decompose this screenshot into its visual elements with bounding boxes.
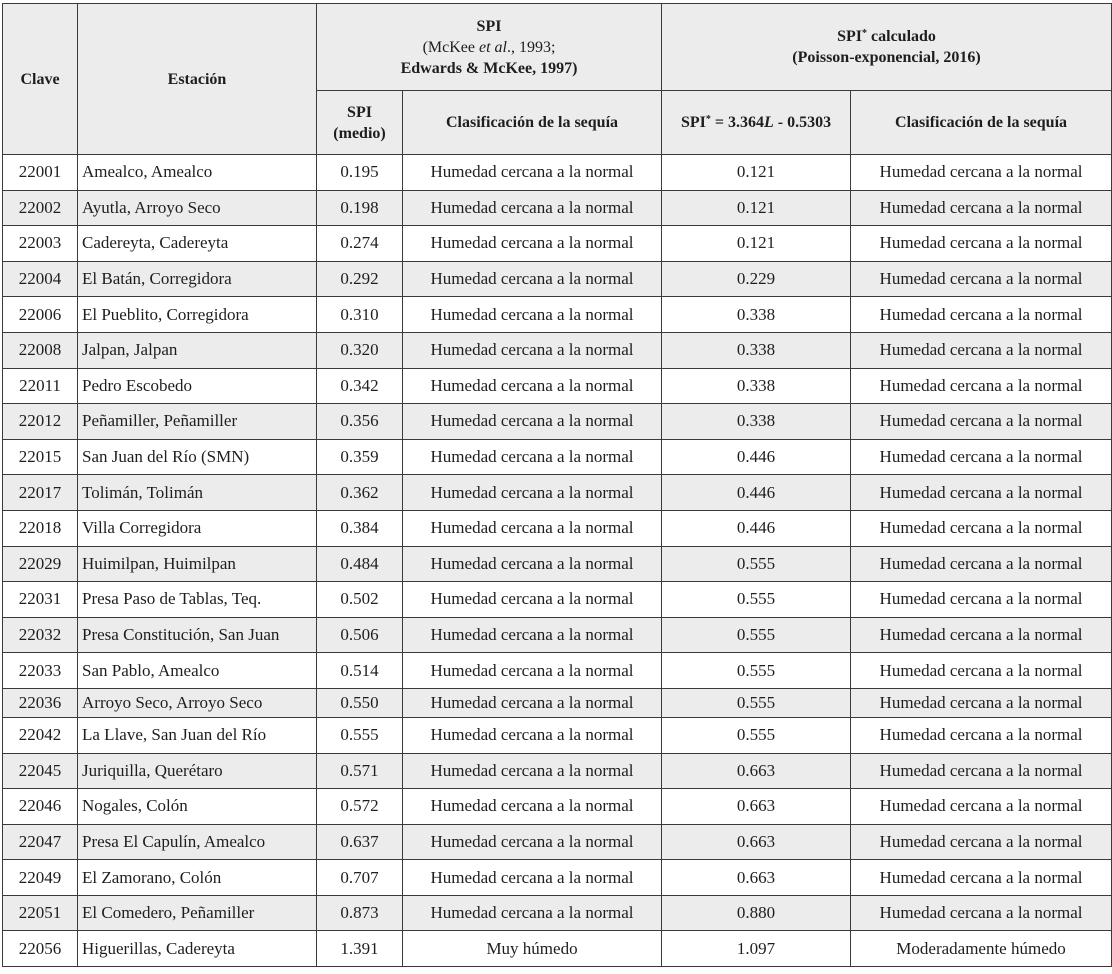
header-spi-star-group (662, 4, 1112, 91)
header-spi-star-ref: (Poisson-exponencial, 2016) (792, 49, 981, 66)
cell-spi-star: 0.555 (662, 546, 851, 582)
cell-clave: 22047 (3, 824, 78, 860)
table-row (3, 789, 1112, 825)
cell-clasificacion-2: Moderadamente húmedo (851, 931, 1112, 967)
cell-spi-star: 0.446 (662, 475, 851, 511)
cell-clasificacion-2: Humedad cercana a la normal (851, 789, 1112, 825)
table-row (3, 582, 1112, 618)
cell-clave: 22051 (3, 895, 78, 931)
cell-clasificacion-1: Humedad cercana a la normal (403, 860, 662, 896)
cell-spi-star: 0.555 (662, 717, 851, 753)
cell-spi: 0.873 (317, 895, 403, 931)
cell-clasificacion-2: Humedad cercana a la normal (851, 332, 1112, 368)
cell-estacion: San Juan del Río (SMN) (78, 439, 317, 475)
cell-clave: 22018 (3, 510, 78, 546)
cell-spi: 0.292 (317, 261, 403, 297)
table-row (3, 653, 1112, 689)
cell-spi-star: 0.121 (662, 155, 851, 191)
cell-estacion: Higuerillas, Cadereyta (78, 931, 317, 967)
cell-clasificacion-2: Humedad cercana a la normal (851, 860, 1112, 896)
cell-spi: 0.198 (317, 190, 403, 226)
table-row (3, 475, 1112, 511)
cell-spi: 0.356 (317, 404, 403, 440)
cell-clasificacion-2: Humedad cercana a la normal (851, 261, 1112, 297)
cell-spi: 0.571 (317, 753, 403, 789)
cell-clasificacion-2: Humedad cercana a la normal (851, 439, 1112, 475)
cell-spi: 0.362 (317, 475, 403, 511)
cell-spi-star: 0.880 (662, 895, 851, 931)
cell-clasificacion-1: Humedad cercana a la normal (403, 190, 662, 226)
cell-spi: 0.310 (317, 297, 403, 333)
cell-clasificacion-1: Humedad cercana a la normal (403, 546, 662, 582)
cell-clasificacion-1: Humedad cercana a la normal (403, 226, 662, 262)
cell-spi-star: 0.663 (662, 824, 851, 860)
cell-spi-star: 0.338 (662, 297, 851, 333)
cell-clasificacion-2: Humedad cercana a la normal (851, 190, 1112, 226)
table-row (3, 261, 1112, 297)
cell-estacion: Ayutla, Arroyo Seco (78, 190, 317, 226)
cell-clasificacion-1: Humedad cercana a la normal (403, 824, 662, 860)
cell-spi-star: 0.555 (662, 582, 851, 618)
cell-spi: 0.359 (317, 439, 403, 475)
cell-spi-star: 0.663 (662, 860, 851, 896)
cell-clasificacion-1: Humedad cercana a la normal (403, 368, 662, 404)
cell-estacion: San Pablo, Amealco (78, 653, 317, 689)
cell-estacion: Jalpan, Jalpan (78, 332, 317, 368)
cell-clasificacion-2: Humedad cercana a la normal (851, 404, 1112, 440)
cell-clave: 22011 (3, 368, 78, 404)
table-row (3, 688, 1112, 717)
cell-estacion: Tolimán, Tolimán (78, 475, 317, 511)
cell-spi-star: 0.555 (662, 653, 851, 689)
cell-clave: 22042 (3, 717, 78, 753)
cell-estacion: El Pueblito, Corregidora (78, 297, 317, 333)
table-row (3, 753, 1112, 789)
header-formula: SPI* = 3.364L - 0.5303 (662, 91, 851, 155)
cell-estacion: Amealco, Amealco (78, 155, 317, 191)
cell-spi-star: 0.338 (662, 368, 851, 404)
cell-clasificacion-1: Humedad cercana a la normal (403, 332, 662, 368)
header-estacion: Estación (78, 4, 317, 155)
cell-clasificacion-2: Humedad cercana a la normal (851, 717, 1112, 753)
cell-clasificacion-2: Humedad cercana a la normal (851, 617, 1112, 653)
cell-clasificacion-2: Humedad cercana a la normal (851, 368, 1112, 404)
cell-clasificacion-1: Humedad cercana a la normal (403, 439, 662, 475)
cell-spi: 0.342 (317, 368, 403, 404)
cell-spi-star: 1.097 (662, 931, 851, 967)
cell-spi-star: 0.338 (662, 332, 851, 368)
table-row (3, 546, 1112, 582)
table-row (3, 297, 1112, 333)
table-row (3, 226, 1112, 262)
cell-spi: 0.502 (317, 582, 403, 618)
table-row (3, 824, 1112, 860)
cell-clasificacion-2: Humedad cercana a la normal (851, 297, 1112, 333)
cell-spi: 1.391 (317, 931, 403, 967)
cell-estacion: Pedro Escobedo (78, 368, 317, 404)
cell-clasificacion-1: Humedad cercana a la normal (403, 155, 662, 191)
cell-clasificacion-2: Humedad cercana a la normal (851, 475, 1112, 511)
cell-clasificacion-1: Humedad cercana a la normal (403, 510, 662, 546)
cell-clasificacion-1: Humedad cercana a la normal (403, 582, 662, 618)
header-spi-group (317, 4, 662, 91)
cell-estacion: Peñamiller, Peñamiller (78, 404, 317, 440)
cell-clasificacion-2: Humedad cercana a la normal (851, 510, 1112, 546)
table-row (3, 860, 1112, 896)
cell-spi-star: 0.555 (662, 688, 851, 717)
cell-clasificacion-1: Humedad cercana a la normal (403, 753, 662, 789)
cell-clave: 22015 (3, 439, 78, 475)
cell-clave: 22004 (3, 261, 78, 297)
cell-spi-star: 0.446 (662, 510, 851, 546)
cell-spi: 0.320 (317, 332, 403, 368)
cell-estacion: La Llave, San Juan del Río (78, 717, 317, 753)
table-row (3, 931, 1112, 967)
cell-estacion: El Comedero, Peñamiller (78, 895, 317, 931)
cell-clasificacion-1: Humedad cercana a la normal (403, 617, 662, 653)
cell-clasificacion-2: Humedad cercana a la normal (851, 582, 1112, 618)
cell-spi-star: 0.338 (662, 404, 851, 440)
cell-spi-star: 0.121 (662, 190, 851, 226)
cell-spi: 0.384 (317, 510, 403, 546)
cell-estacion: Villa Corregidora (78, 510, 317, 546)
table-row (3, 895, 1112, 931)
cell-spi: 0.195 (317, 155, 403, 191)
cell-clave: 22006 (3, 297, 78, 333)
cell-estacion: Cadereyta, Cadereyta (78, 226, 317, 262)
table-row (3, 404, 1112, 440)
cell-clasificacion-2: Humedad cercana a la normal (851, 226, 1112, 262)
cell-clave: 22029 (3, 546, 78, 582)
cell-estacion: Juriquilla, Querétaro (78, 753, 317, 789)
cell-clave: 22045 (3, 753, 78, 789)
cell-clave: 22031 (3, 582, 78, 618)
header-clave: Clave (3, 4, 78, 155)
table-row (3, 510, 1112, 546)
cell-clasificacion-2: Humedad cercana a la normal (851, 688, 1112, 717)
header-spi-title: SPI (476, 17, 502, 35)
header-spi-medio: SPI (medio) (317, 91, 403, 155)
header-clasificacion-1: Clasificación de la sequía (403, 91, 662, 155)
cell-estacion: El Zamorano, Colón (78, 860, 317, 896)
cell-estacion: Arroyo Seco, Arroyo Seco (78, 688, 317, 717)
cell-spi: 0.555 (317, 717, 403, 753)
cell-spi: 0.550 (317, 688, 403, 717)
cell-clasificacion-1: Humedad cercana a la normal (403, 404, 662, 440)
cell-clave: 22056 (3, 931, 78, 967)
cell-clave: 22036 (3, 688, 78, 717)
spi-table (2, 3, 1112, 967)
cell-spi: 0.506 (317, 617, 403, 653)
table-row (3, 190, 1112, 226)
cell-clasificacion-1: Muy húmedo (403, 931, 662, 967)
cell-clave: 22012 (3, 404, 78, 440)
cell-estacion: Presa Paso de Tablas, Teq. (78, 582, 317, 618)
cell-spi-star: 0.555 (662, 617, 851, 653)
cell-spi: 0.484 (317, 546, 403, 582)
table-row (3, 155, 1112, 191)
cell-clasificacion-1: Humedad cercana a la normal (403, 261, 662, 297)
header-spi-ref-line1: (McKee et al., 1993; (422, 38, 556, 56)
table-row (3, 617, 1112, 653)
cell-spi-star: 0.121 (662, 226, 851, 262)
cell-clave: 22003 (3, 226, 78, 262)
cell-clave: 22002 (3, 190, 78, 226)
cell-clasificacion-1: Humedad cercana a la normal (403, 297, 662, 333)
cell-estacion: Presa El Capulín, Amealco (78, 824, 317, 860)
cell-clasificacion-2: Humedad cercana a la normal (851, 546, 1112, 582)
table-body (3, 155, 1112, 967)
cell-spi-star: 0.446 (662, 439, 851, 475)
cell-spi: 0.637 (317, 824, 403, 860)
cell-estacion: Presa Constitución, San Juan (78, 617, 317, 653)
cell-clasificacion-2: Humedad cercana a la normal (851, 895, 1112, 931)
cell-clasificacion-1: Humedad cercana a la normal (403, 653, 662, 689)
cell-clave: 22017 (3, 475, 78, 511)
cell-estacion: El Batán, Corregidora (78, 261, 317, 297)
cell-clave: 22032 (3, 617, 78, 653)
cell-clave: 22008 (3, 332, 78, 368)
table-row (3, 439, 1112, 475)
cell-spi: 0.514 (317, 653, 403, 689)
header-spi-ref-line2: Edwards & McKee, 1997) (400, 59, 578, 77)
cell-clave: 22046 (3, 789, 78, 825)
table-row (3, 717, 1112, 753)
cell-clasificacion-1: Humedad cercana a la normal (403, 789, 662, 825)
cell-clasificacion-1: Humedad cercana a la normal (403, 475, 662, 511)
table-row (3, 368, 1112, 404)
cell-spi: 0.572 (317, 789, 403, 825)
cell-clasificacion-2: Humedad cercana a la normal (851, 155, 1112, 191)
cell-clasificacion-1: Humedad cercana a la normal (403, 688, 662, 717)
cell-clasificacion-1: Humedad cercana a la normal (403, 895, 662, 931)
cell-clasificacion-2: Humedad cercana a la normal (851, 753, 1112, 789)
cell-clave: 22049 (3, 860, 78, 896)
cell-estacion: Huimilpan, Huimilpan (78, 546, 317, 582)
cell-estacion: Nogales, Colón (78, 789, 317, 825)
cell-spi-star: 0.663 (662, 789, 851, 825)
cell-spi: 0.274 (317, 226, 403, 262)
header-spi-star-title: SPI* calculado (837, 28, 936, 45)
cell-spi-star: 0.229 (662, 261, 851, 297)
cell-clasificacion-2: Humedad cercana a la normal (851, 653, 1112, 689)
cell-clave: 22001 (3, 155, 78, 191)
header-clasificacion-2: Clasificación de la sequía (851, 91, 1112, 155)
cell-clasificacion-2: Humedad cercana a la normal (851, 824, 1112, 860)
table-row (3, 332, 1112, 368)
cell-spi: 0.707 (317, 860, 403, 896)
cell-clasificacion-1: Humedad cercana a la normal (403, 717, 662, 753)
cell-clave: 22033 (3, 653, 78, 689)
cell-spi-star: 0.663 (662, 753, 851, 789)
